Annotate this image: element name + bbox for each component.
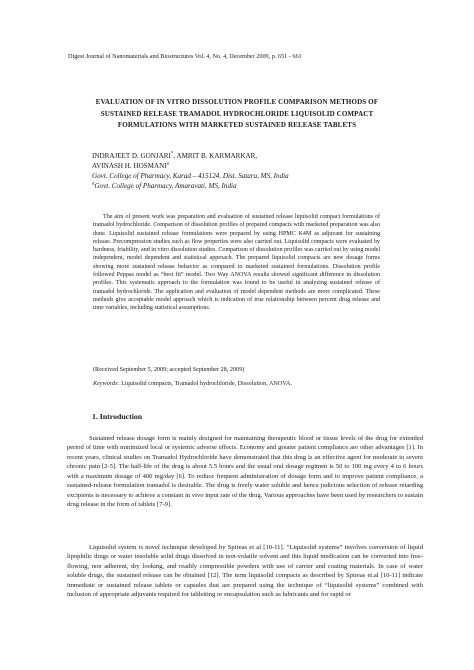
keywords xyxy=(93,380,380,388)
affiliation-2 xyxy=(92,181,392,191)
author-1-marker: * xyxy=(170,151,174,157)
journal-header: Digest Journal of Nanomaterials and Biostructures Vol. 4, No. 4, December 2009, p. 651 - 661 xyxy=(68,53,302,60)
author-3-marker: a xyxy=(166,161,169,167)
paragraph-1: Sustained release dosage form is mainly designed for maintaining therapeutic blood or tissue levels of the drug for extended period of time with minimized local or systemic adverse effects. Economy and greater patient compliance are other advantages [1]. In recent years, clinical studies on Tramadol Hydrochloride have demonstrated that this drug is an effective agent for moderate to severe chronic pain [2-5]. The half-life of the drug is about 5.5 hours and the usual oral dosage regimen is 50 to 100 mg every 4 to 6 hours with a maximum dosage of 400 mg/day [6]. To reduce frequent administration of dosage form and to improve patient compliance, a sustained-release formulation tramadol is desirable. The drug is freely water soluble and hence judicious selection of release retarding excipients is necessary to achieve a constant in vivo input rate of the drug. Various approaches have been used by researchers to sustain drug release in the form of tablets [7-9]. xyxy=(67,435,423,509)
author-name-1: INDRAJEET D. GONJARI xyxy=(92,152,171,160)
affiliation-2-marker: a xyxy=(92,181,95,187)
received-dates: (Received September 5, 2009; accepted September 28, 2009) xyxy=(93,366,245,373)
author-line-2 xyxy=(92,161,392,171)
paragraph-2: Liquisolid system is novel technique developed by Spireas et al [10-11]. “Liquisolid systems” involves conversion of liquid lipophilic drugs or water insoluble solid drugs dissolved in non-volatile solvent and this liquid medication can be converted into free-flowing, non adherent, dry looking, and readily compressible powders with use of carrier and coating materials. In case of water soluble drugs, the sustained release can be obtained [12]. The term liquisolid compacts as described by Spireas et.al [10-11] indicate immediate or sustained release tablets or capsules that are prepared using the technique of “liquisolid systems” combined with inclusion of appropriate adjuvants required for tabletting or encapsulation such as lubricants and for rapid or xyxy=(67,544,423,599)
author-name-3: AVINASH H. HOSMANI xyxy=(92,162,167,170)
keywords-label: Keywords: xyxy=(93,380,120,387)
abstract: The aim of present work was preparation and evaluation of sustained release liquisolid compact formulations of tramadol hydrochloride. Comparison of dissolution profiles of prepared compacts with marketed preparation was also done. Liquisolid sustained release formulations were prepared by using HPMC K4M as adjuvant for sustaining release. Precompression studies such as flow properties were also carried out. Liquisolid compacts were evaluated by hardness, friability, and in vitro dissolution studies. Comparison of dissolution profiles was carried out by using model independent, model dependent and statistical approach. The prepared liquisolid compacts are new dosage forms showing more sustained release behavior as compared to marketed sustained formulations. Dissolution profile followed Peppas model as “best fit” model. Two Way ANOVA results showed significant difference in dissolution profiles. This systematic approach to the formulation was found to be useful in analyzing sustained release of tramadol hydrochloride. The application and evaluation of model dependent methods are more complicated. These methods give acceptable model approach which is indication of true relationship between percent drug release and time variables, including statistical assumptions. xyxy=(93,214,380,312)
affiliation-1: Govt. College of Pharmacy, Karad – 415124, Dist. Satara, MS, India xyxy=(92,172,289,180)
author-name-2: , AMRIT B. KARMARKAR, xyxy=(173,152,258,160)
affiliation-2-text: Govt. College of Pharmacy, Amaravati, MS, India xyxy=(94,182,237,190)
title-line-1: EVALUATION OF IN VITRO DISSOLUTION PROFILE COMPARISON METHODS OF xyxy=(95,98,379,106)
paper-title xyxy=(56,97,418,132)
keywords-text: Liquisolid compacts, Tramadol hydrochloride, Dissolution, ANOVA. xyxy=(119,380,293,387)
title-line-2: SUSTAINED RELEASE TRAMADOL HYDROCHLORIDE LIQUISOLID COMPACT xyxy=(100,109,374,118)
section-heading-introduction: 1. Introduction xyxy=(92,412,143,421)
title-line-3: FORMULATIONS WITH MARKETED SUSTAINED RELEASE TABLETS xyxy=(117,121,357,129)
author-line-1 xyxy=(92,151,392,161)
author-block xyxy=(92,151,392,191)
